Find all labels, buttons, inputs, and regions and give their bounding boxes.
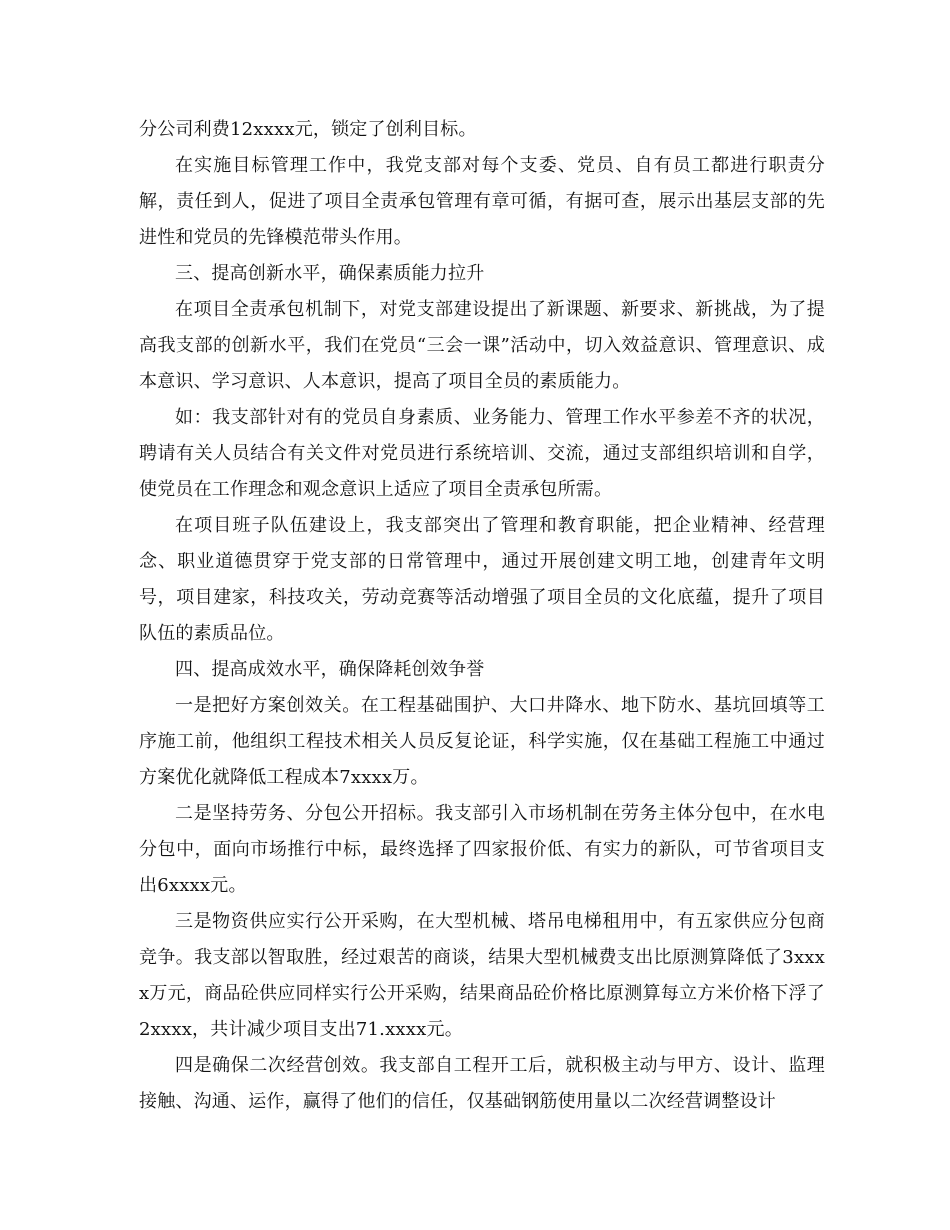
paragraph-11: 四是确保二次经营创效。我支部自工程开工后，就积极主动与甲方、设计、监理接触、沟通、运作，赢得了他们的信任，仅基础钢筋使用量以二次经营调整设计 (139, 1055, 825, 1112)
paragraph-9: 二是坚持劳务、分包公开招标。我支部引入市场机制在劳务主体分包中，在水电分包中，面向市场推行中标，最终选择了四家报价低、有实力的新队，可节省项目支出6xxxx元。 (139, 803, 825, 896)
paragraph-10: 三是物资供应实行公开采购，在大型机械、塔吊电梯租用中，有五家供应分包商竞争。我支部以智取胜，经过艰苦的商谈，结果大型机械费支出比原测算降低了3xxxx万元，商品砼供应同样实行公开采购，结果商品砼价格比原测算每立方米价格下浮了2xxxx，共计减少项目支出71.xxxx元。 (139, 911, 825, 1040)
paragraph-6: 在项目班子队伍建设上，我支部突出了管理和教育职能，把企业精神、经营理念、职业道德贯穿于党支部的日常管理中，通过开展创建文明工地，创建青年文明号，项目建家，科技攻关，劳动竞赛等活动增强了项目全员的文化底蕴，提升了项目队伍的素质品位。 (139, 515, 825, 644)
paragraph-2: 在实施目标管理工作中，我党支部对每个支委、党员、自有员工都进行职责分解，责任到人，促进了项目全责承包管理有章可循，有据可查，展示出基层支部的先进性和党员的先锋模范带头作用。 (139, 155, 825, 248)
section-heading-3: 三、提高创新水平，确保素质能力拉升 (175, 263, 485, 284)
paragraph-5: 如：我支部针对有的党员自身素质、业务能力、管理工作水平参差不齐的状况，聘请有关人员结合有关文件对党员进行系统培训、交流，通过支部组织培训和自学，使党员在工作理念和观念意识上适应了项目全责承包所需。 (139, 407, 825, 500)
paragraph-4: 在项目全责承包机制下，对党支部建设提出了新课题、新要求、新挑战，为了提高我支部的创新水平，我们在党员“三会一课”活动中，切入效益意识、管理意识、成本意识、学习意识、人本意识，提高了项目全员的素质能力。 (139, 299, 825, 392)
document-page (139, 112, 825, 1120)
paragraph-1: 分公司利费12xxxx元，锁定了创利目标。 (139, 119, 477, 140)
paragraph-8: 一是把好方案创效关。在工程基础围护、大口井降水、地下防水、基坑回填等工序施工前，他组织工程技术相关人员反复论证，科学实施，仅在基础工程施工中通过方案优化就降低工程成本7xxxx万。 (139, 695, 825, 788)
section-heading-4: 四、提高成效水平，确保降耗创效争誉 (175, 659, 485, 680)
